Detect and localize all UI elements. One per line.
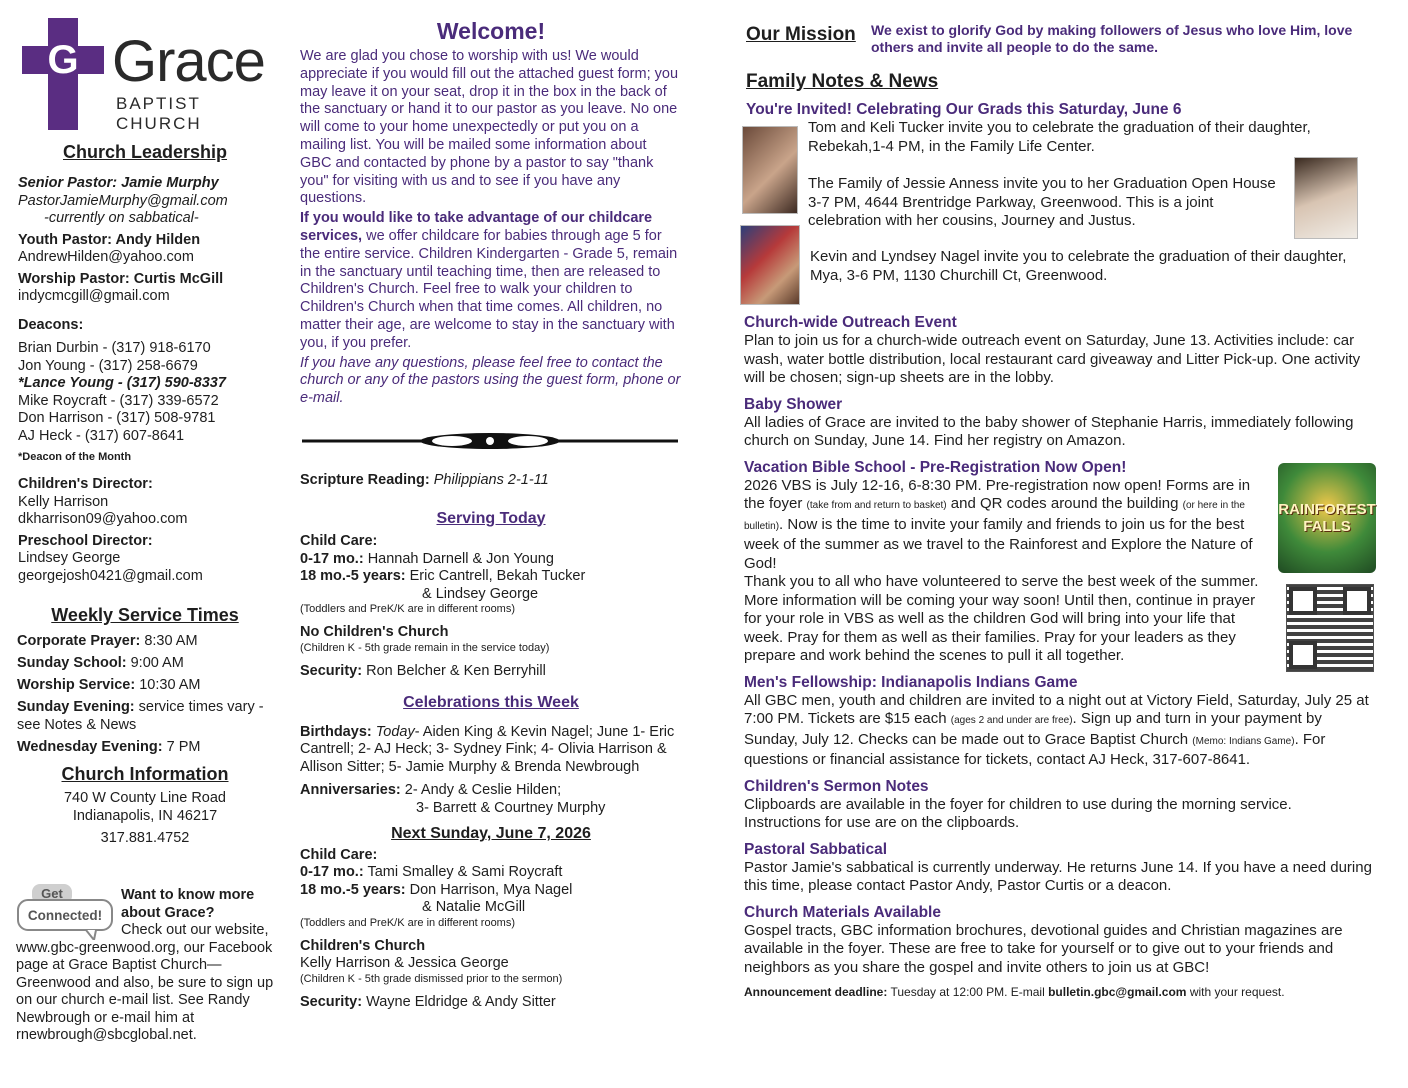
deadline-label: Announcement deadline: bbox=[744, 985, 888, 999]
service-time-item bbox=[17, 632, 276, 650]
preschool-director-email[interactable]: georgejosh0421@gmail.com bbox=[18, 567, 203, 584]
service-label: Worship Service: bbox=[17, 677, 136, 693]
celebrations-heading: Celebrations this Week bbox=[403, 694, 579, 711]
worship-pastor-email[interactable]: indycmcgill@gmail.com bbox=[18, 288, 170, 304]
service-time-item bbox=[17, 698, 276, 734]
news-column bbox=[744, 314, 1372, 1000]
service-label: Wednesday Evening: bbox=[17, 739, 163, 755]
volunteers-cont: & Lindsey George bbox=[422, 585, 539, 602]
scripture-reading bbox=[300, 472, 682, 490]
preschool-director-label: Preschool Director: bbox=[18, 532, 153, 549]
security-names: Wayne Eldridge & Andy Sitter bbox=[362, 993, 556, 1010]
service-value: 8:30 AM bbox=[140, 633, 198, 649]
security-label: Security: bbox=[300, 993, 363, 1010]
leadership-heading: Church Leadership bbox=[62, 142, 228, 162]
grad3-text: Kevin and Lyndsey Nagel invite you to celebrate the graduation of their daughter, Mya, 3-6 PM, 1130 Churchill Ct, Greenwood. bbox=[810, 248, 1347, 284]
badge-bottom-text: Connected! bbox=[27, 908, 103, 923]
anniversaries bbox=[300, 782, 682, 800]
vbs-text-a: 2026 VBS is July 12-16, 6-8:30 PM. Pre-registration now open! Forms are in the foyer bbox=[744, 476, 1251, 512]
logo-subtitle: BAPTIST CHURCH bbox=[116, 94, 202, 133]
logo-glyph: G bbox=[47, 38, 79, 82]
ornamental-divider-icon bbox=[302, 430, 678, 452]
vbs-note: (or here in the bulletin) bbox=[744, 500, 1245, 532]
security-names: Ron Belcher & Ken Berryhill bbox=[362, 662, 546, 679]
senior-pastor-note: -currently on sabbatical- bbox=[44, 210, 199, 226]
leadership-block bbox=[14, 175, 276, 585]
deacon-note: *Deacon of the Month bbox=[18, 451, 132, 463]
service-value: 7 PM bbox=[162, 739, 201, 755]
service-label: Corporate Prayer: bbox=[17, 633, 141, 649]
volunteers: Tami Smalley & Sami Roycraft bbox=[363, 864, 563, 880]
childcare-body: we offer childcare for babies through age 5 for the entire service. Children Kindergarten - Grade 5, remain in the sanctuary until teaching time, then are released to Children's Church. Feel free to walk your children to Children's Church when that time comes. All children, no matter their age, are welcome to stay in the sanctuary with you, if you prefer. bbox=[300, 227, 678, 351]
mens-text-c: . For questions or financial assistance for tickets, contact AJ Heck, 317-607-8641. bbox=[744, 730, 1326, 768]
childcare-lead: If you would like to take advantage of our childcare services, bbox=[300, 210, 653, 244]
childcare-label: Child Care: bbox=[300, 846, 378, 863]
mens-title: Men's Fellowship: Indianapolis Indians Game bbox=[744, 673, 1078, 691]
graduate-photo bbox=[740, 225, 800, 305]
announcement-deadline bbox=[744, 985, 1372, 1000]
age-label: 18 mo.-5 years: bbox=[300, 568, 406, 584]
scripture-label: Scripture Reading: bbox=[300, 472, 430, 488]
anniversaries-label: Anniversaries: bbox=[300, 782, 401, 798]
vbs-text-c: . Now is the time to invite your family and friends to join us for the best week of the summer as we travel to the Rainforest and Explore the Nature of God! bbox=[744, 515, 1253, 572]
next-sunday-heading: Next Sunday, June 7, 2026 bbox=[391, 825, 591, 842]
sermon-notes-title: Children's Sermon Notes bbox=[744, 777, 929, 795]
volunteers: Hannah Darnell & Jon Young bbox=[363, 550, 554, 567]
security-label: Security: bbox=[300, 662, 363, 679]
mens-note: (ages 2 and under are free) bbox=[950, 715, 1073, 726]
serving-block bbox=[300, 533, 682, 680]
church-phone: 317.881.4752 bbox=[100, 830, 190, 846]
birthdays bbox=[300, 724, 682, 777]
deacons-label: Deacons: bbox=[18, 316, 84, 333]
graduate-photo bbox=[742, 126, 798, 214]
scripture-value: Philippians 2-1-11 bbox=[429, 472, 549, 488]
service-value: 10:30 AM bbox=[135, 677, 201, 693]
mens-note: (Memo: Indians Game) bbox=[1192, 735, 1295, 747]
celebrations-block bbox=[300, 724, 682, 818]
youth-pastor-email[interactable]: AndrewHilden@yahoo.com bbox=[18, 249, 194, 265]
deacons-list bbox=[18, 340, 276, 445]
mens-text-a: All GBC men, youth and children are invited to a night out at Victory Field, Saturday, July 25 at 7:00 PM. Tickets are $15 each bbox=[744, 691, 1369, 727]
deadline-text: Tuesday at 12:00 PM. E-mail bbox=[887, 985, 1049, 999]
no-childrens-church-note: (Children K - 5th grade remain in the service today) bbox=[300, 641, 550, 654]
graduate-photo bbox=[1294, 157, 1358, 239]
childcare-label: Child Care: bbox=[300, 533, 378, 549]
outreach-text: Plan to join us for a church-wide outreach event on Saturday, June 13. Activities include: car wash, water bottle distribution, local restaurant card giveaway and Litter Pick-up. One activity will be chosen; sign-up sheets are in the lobby. bbox=[744, 332, 1361, 386]
anniversaries-cont: 3- Barrett & Courtney Murphy bbox=[416, 799, 606, 816]
deacon-item: *Lance Young - (317) 590-8337 bbox=[18, 375, 226, 391]
rooms-note: (Toddlers and PreK/K are in different rooms) bbox=[300, 603, 516, 615]
deacon-item: Jon Young - (317) 258-6679 bbox=[18, 357, 198, 374]
service-label: Sunday Evening: bbox=[17, 699, 135, 715]
qr-corner bbox=[1343, 587, 1371, 615]
church-info bbox=[14, 789, 276, 847]
age-label: 18 mo.-5 years: bbox=[300, 881, 406, 898]
outreach-title: Church-wide Outreach Event bbox=[744, 314, 957, 331]
connect-text: Check out our website, www.gbc-greenwood.org, our Facebook page at Grace Baptist Church—Greenwood and also, be sure to sign up on our church e-mail list. See Randy Newbrough or e-mail him at rnewbrough@sbcglobal.net. bbox=[16, 922, 274, 1043]
childrens-director-label: Children's Director: bbox=[18, 476, 153, 492]
grad2-text: The Family of Jessie Anness invite you to her Graduation Open House 3-7 PM, 4644 Brentridge Parkway, Greenwood. This is a joint celebration with her cousins, Journey and Justus. bbox=[808, 175, 1276, 229]
worship-pastor: Worship Pastor: Curtis McGill bbox=[18, 270, 224, 287]
vbs-logo bbox=[1278, 463, 1376, 573]
service-label: Sunday School: bbox=[17, 655, 127, 671]
deacon-item: Brian Durbin - (317) 918-6170 bbox=[18, 340, 211, 356]
service-value: service times vary - see Notes & News bbox=[17, 699, 264, 733]
materials-title: Church Materials Available bbox=[744, 903, 941, 921]
birthdays-list: - Aiden King & Kevin Nagel; June 1- Eric Cantrell; 2- AJ Heck; 3- Sydney Fink; 4- Olivia Harrison & Allison Sitter; 5- Jamie Murphy & Brenda Newbrough bbox=[300, 723, 675, 775]
service-times-list bbox=[17, 632, 276, 756]
vbs-note: (take from and return to basket) bbox=[806, 500, 947, 511]
childrens-church-label: Children's Church bbox=[300, 937, 426, 954]
childcare-row bbox=[300, 568, 682, 586]
volunteers: Eric Cantrell, Bekah Tucker bbox=[405, 568, 586, 584]
deacon-item: Mike Roycraft - (317) 339-6572 bbox=[18, 392, 219, 409]
service-value: 9:00 AM bbox=[126, 655, 184, 671]
childrens-director-email[interactable]: dkharrison09@yahoo.com bbox=[18, 511, 188, 527]
mission-text: We exist to glorify God by making followers of Jesus who love Him, love others and invite all people to do the same. bbox=[871, 22, 1353, 55]
vbs-text-b: and QR codes around the building bbox=[946, 495, 1183, 512]
vbs-logo-text: RAINFOREST FALLS bbox=[1278, 501, 1376, 535]
senior-pastor-email[interactable]: PastorJamieMurphy@gmail.com bbox=[18, 192, 228, 209]
service-time-item bbox=[17, 676, 276, 694]
logo-name: Grace bbox=[112, 29, 265, 94]
deacon-item: AJ Heck - (317) 607-8641 bbox=[18, 427, 185, 444]
welcome-paragraph: We are glad you chose to worship with us! We would appreciate if you would fill out the attached guest form; you may leave it on your seat, drop it in the box in the back of the sanctuary or hand it to our pastor as you leave. No one will come to your home unexpectedly or put you on a mailing list. You will be mailed some information about GBC and contacted by phone by a pastor to say "thank you" for visiting with us and to see if you have any questions. bbox=[300, 48, 679, 207]
materials-text: Gospel tracts, GBC information brochures, devotional guides and Christian magazines are available in the foyer. These are free to take for yourself or to give out to your friends and neighbors as you share the gospel and invite others to join us at GBC! bbox=[744, 921, 1343, 976]
connect-heading: Want to know more about Grace? bbox=[121, 887, 255, 921]
childrens-church-note: (Children K - 5th grade dismissed prior to the sermon) bbox=[300, 972, 563, 985]
service-time-item bbox=[17, 738, 276, 756]
childcare-row bbox=[300, 882, 682, 900]
mission-heading: Our Mission bbox=[746, 24, 856, 45]
security-row bbox=[300, 994, 682, 1012]
left-column bbox=[14, 142, 276, 847]
service-times-heading: Weekly Service Times bbox=[51, 605, 239, 625]
age-label: 0-17 mo.: bbox=[300, 864, 364, 880]
service-time-item bbox=[17, 654, 276, 672]
anniversaries-list: 2- Andy & Ceslie Hilden; bbox=[400, 782, 562, 798]
badge-top-text: Get bbox=[41, 886, 63, 901]
serving-heading: Serving Today bbox=[436, 509, 546, 527]
childcare-row bbox=[300, 551, 682, 569]
vbs-title: Vacation Bible School - Pre-Registration Now Open! bbox=[744, 458, 1127, 476]
grad1-text: Tom and Keli Tucker invite you to celebrate the graduation of their daughter, Rebekah,1-4 PM, in the Family Life Center. bbox=[808, 119, 1311, 155]
middle-column bbox=[300, 18, 682, 408]
baby-shower-title: Baby Shower bbox=[744, 395, 843, 413]
vbs-text bbox=[744, 477, 1262, 574]
mens-text bbox=[744, 692, 1372, 770]
sabbatical-text: Pastor Jamie's sabbatical is currently underway. He returns June 14. If you have a need during this time, please contact Pastor Andy, Pastor Curtis or a deacon. bbox=[744, 858, 1372, 894]
deadline-text-end: with your request. bbox=[1186, 985, 1285, 999]
questions-paragraph: If you have any questions, please feel free to contact the church or any of the pastors using the guest form, phone or e-mail. bbox=[300, 354, 681, 407]
grads-title: You're Invited! Celebrating Our Grads this Saturday, June 6 bbox=[746, 101, 1182, 118]
church-info-heading: Church Information bbox=[61, 764, 229, 784]
welcome-heading: Welcome! bbox=[436, 18, 546, 44]
sabbatical-title: Pastoral Sabbatical bbox=[744, 840, 888, 858]
baby-shower-text: All ladies of Grace are invited to the baby shower of Stephanie Harris, immediately following church on Sunday, June 14. Find her registry on Amazon. bbox=[744, 413, 1354, 449]
qr-code-icon[interactable] bbox=[1286, 584, 1374, 672]
childcare-row bbox=[300, 864, 682, 882]
address-line: Indianapolis, IN 46217 bbox=[72, 808, 218, 824]
deacon-item: Don Harrison - (317) 508-9781 bbox=[18, 410, 216, 426]
qr-corner bbox=[1289, 641, 1317, 669]
schedule-column bbox=[300, 472, 682, 1011]
youth-pastor: Youth Pastor: Andy Hilden bbox=[18, 231, 201, 248]
vbs-thanks: Thank you to all who have volunteered to serve the best week of the summer. More information will be coming your way soon! Until then, continue in prayer for your role in VBS as well as the children God will bring into your life that week. Pray for them as well as their families. Pray for your leaders as they prepare and work behind the scenes to pull it all together. bbox=[744, 573, 1259, 664]
volunteers-cont: & Natalie McGill bbox=[422, 899, 526, 915]
church-logo bbox=[22, 18, 272, 133]
welcome-text bbox=[300, 48, 682, 408]
childrens-church-names: Kelly Harrison & Jessica George bbox=[300, 955, 509, 971]
next-sunday-block bbox=[300, 847, 682, 1012]
age-label: 0-17 mo.: bbox=[300, 550, 364, 567]
no-childrens-church: No Children's Church bbox=[300, 624, 449, 640]
rooms-note: (Toddlers and PreK/K are in different rooms) bbox=[300, 916, 516, 929]
news-heading: Family Notes & News bbox=[746, 71, 939, 92]
address-line: 740 W County Line Road bbox=[63, 790, 226, 806]
qr-corner bbox=[1289, 587, 1317, 615]
senior-pastor: Senior Pastor: Jamie Murphy bbox=[18, 175, 219, 191]
childrens-director-name: Kelly Harrison bbox=[18, 493, 109, 510]
birthdays-today: Today bbox=[371, 723, 415, 740]
security-row bbox=[300, 663, 682, 681]
childcare-paragraph bbox=[300, 210, 682, 352]
preschool-director-name: Lindsey George bbox=[18, 550, 121, 566]
sermon-notes-text: Clipboards are available in the foyer for children to use during the morning service. Instructions for use are on the clipboards. bbox=[744, 795, 1292, 831]
volunteers: Don Harrison, Mya Nagel bbox=[405, 881, 573, 898]
deadline-email[interactable]: bulletin.gbc@gmail.com bbox=[1048, 985, 1187, 999]
mens-text-b: . Sign up and turn in your payment by Sunday, July 12. Checks can be made out to Grace Baptist Church bbox=[744, 710, 1322, 748]
birthdays-label: Birthdays: bbox=[300, 723, 372, 740]
